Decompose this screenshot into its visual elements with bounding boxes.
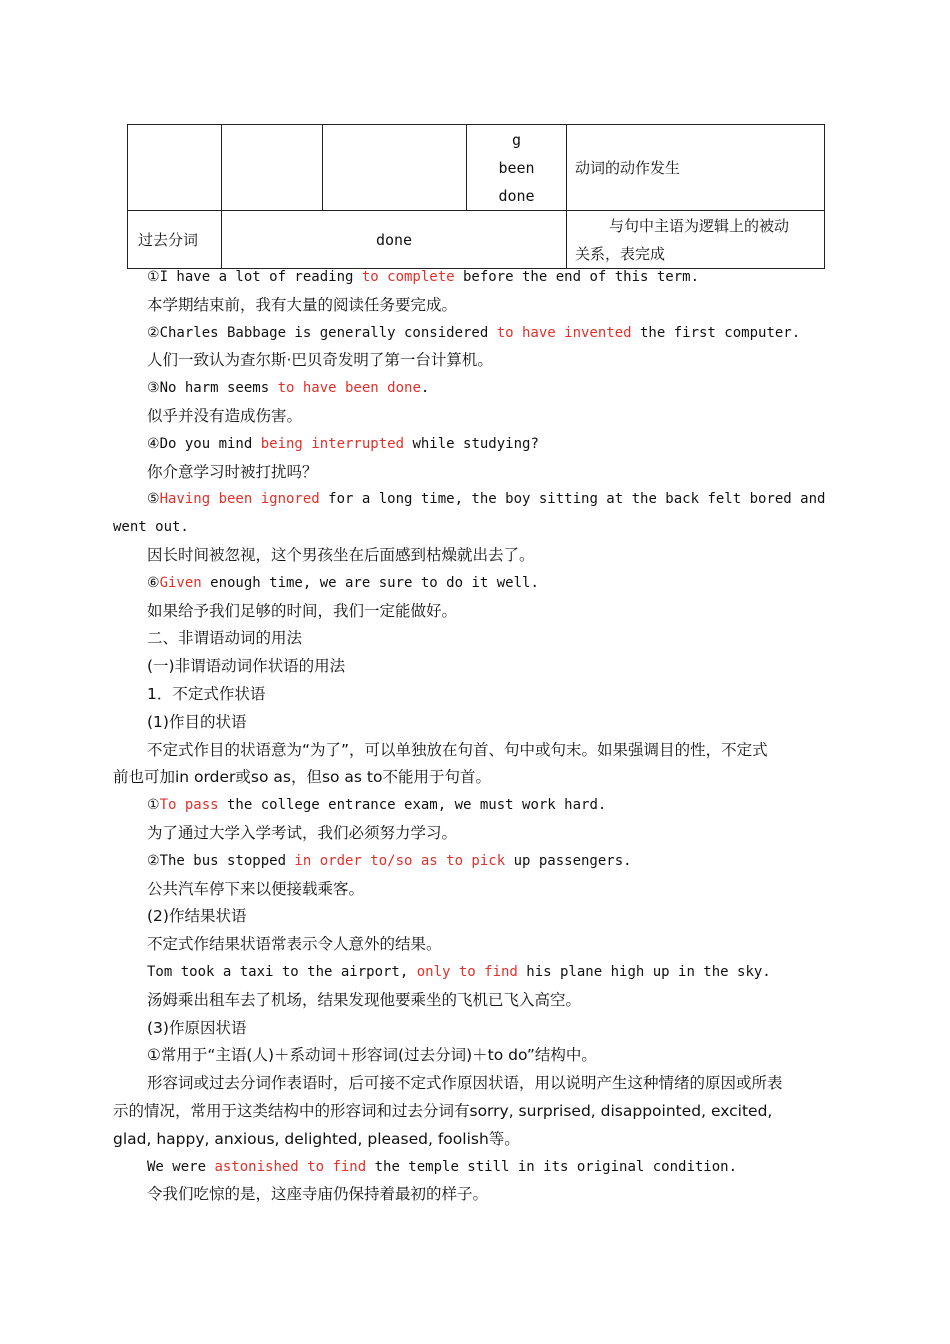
text-run: ① [147,269,160,285]
text-run: ⑥ [147,574,160,591]
example-sentence [113,1154,838,1182]
text-run: We were [147,1158,215,1175]
text-run: Tom took a taxi to the airport, [147,963,417,980]
text-run: Charles Babbage is generally considered [159,324,497,341]
example-sentence [113,375,838,403]
paragraph-line: 示的情况，常用于这类结构中的形容词和过去分词有sorry, surprised, disappointed, excited, [113,1101,773,1120]
form-text: been [498,158,535,177]
text-run: while studying? [404,435,539,452]
example-sentence [113,848,838,876]
paragraph-line: 前也可加in order或so as，但so as to不能用于句首。 [113,768,491,787]
text-run: . [420,380,430,397]
example-translation: 为了通过大学入学考试，我们必须努力学习。 [147,823,458,842]
subsection-title: 1．不定式作状语 [147,684,266,703]
text-run: ② [147,852,160,869]
table-cell-form [467,125,567,211]
section-title: 二、非谓语动词的用法 [147,629,303,648]
example-sentence-cont: went out. [113,519,189,536]
text-run: before the end of this term. [454,269,700,285]
paragraph-line: glad, happy, anxious, delighted, pleased, foolish等。 [113,1129,520,1148]
text-run: The bus stopped [159,852,295,869]
body-text [113,264,838,1209]
text-run: ⑤ [147,491,160,508]
example-translation: 你介意学习时被打扰吗？ [147,462,318,481]
text-run: the first computer. [631,324,801,341]
highlighted-phrase: To pass [159,797,219,814]
paragraph-line: 不定式作结果状语常表示令人意外的结果。 [147,935,442,954]
text-run: ④ [147,435,160,452]
note-line: 与句中主语为逻辑上的被动 [609,216,790,235]
text-run: for a long time, the boy sitting at the back felt bored and [319,491,826,508]
highlighted-phrase: being interrupted [260,435,405,452]
point-heading: (2)作结果状语 [147,907,247,926]
paragraph-line: 形容词或过去分词作表语时，后可接不定式作原因状语，用以说明产生这种情绪的原因或所表 [147,1074,783,1093]
text-run: I have a lot of reading [159,269,362,285]
highlighted-phrase: to complete [361,269,455,285]
highlighted-phrase: Given [159,574,202,591]
example-sentence [113,431,838,459]
highlighted-phrase: to have been done [277,380,421,397]
highlighted-phrase: to have invented [496,324,632,341]
example-sentence [113,959,838,987]
table-row [128,211,825,269]
table-cell [323,125,467,211]
point-heading: (3)作原因状语 [147,1018,247,1037]
example-translation: 本学期结束前，我有大量的阅读任务要完成。 [147,295,458,314]
highlighted-phrase: astonished to find [214,1158,367,1175]
text-run: No harm seems [159,380,278,397]
example-sentence [113,486,838,514]
example-translation: 令我们吃惊的是，这座寺庙仍保持着最初的样子。 [147,1185,489,1204]
table-cell [128,125,222,211]
point-heading: (1)作目的状语 [147,712,247,731]
text-run: enough time, we are sure to do it well. [201,574,539,591]
paragraph-line: 不定式作目的状语意为“为了”，可以单独放在句首、句中或句末。如果强调目的性，不定式 [147,740,768,759]
example-translation: 因长时间被忽视，这个男孩坐在后面感到枯燥就出去了。 [147,545,535,564]
highlighted-phrase: in order to/so as to pick [294,852,506,869]
example-translation: 似乎并没有造成伤害。 [147,406,303,425]
text-run: the college entrance exam, we must work hard. [218,797,607,814]
example-sentence [113,320,838,348]
highlighted-phrase: only to find [416,963,518,980]
table-cell-note [567,211,825,269]
table-row [128,125,825,211]
grammar-table [127,124,825,269]
table-cell-note: 动词的动作发生 [567,125,825,211]
table-cell [222,125,323,211]
example-translation: 如果给予我们足够的时间，我们一定能做好。 [147,601,458,620]
text-run: ② [147,324,160,341]
example-translation: 人们一致认为查尔斯·巴贝奇发明了第一台计算机。 [147,351,493,370]
note-line: 关系，表完成 [575,244,666,263]
example-translation: 公共汽车停下来以便接载乘客。 [147,879,365,898]
table-cell-head: 过去分词 [128,211,222,269]
form-text: done [498,186,535,205]
text-run: up passengers. [505,852,632,869]
example-translation: 汤姆乘出租车去了机场，结果发现他要乘坐的飞机已飞入高空。 [147,990,582,1009]
text-run: his plane high up in the sky. [517,963,771,980]
text-run: the temple still in its original condition. [366,1158,738,1175]
text-run: ③ [147,380,160,397]
text-run: ① [147,797,160,814]
text-run: Do you mind [159,435,261,452]
example-sentence [113,792,838,820]
form-text: g [511,130,522,149]
highlighted-phrase: Having been ignored [159,491,320,508]
table-cell-form: done [222,211,567,269]
subsection-title: (一)非谓语动词作状语的用法 [147,657,346,676]
example-sentence [113,570,838,598]
rule-line: ①常用于“主语(人)＋系动词＋形容词(过去分词)＋to do”结构中。 [147,1046,597,1065]
example-sentence [113,264,838,292]
